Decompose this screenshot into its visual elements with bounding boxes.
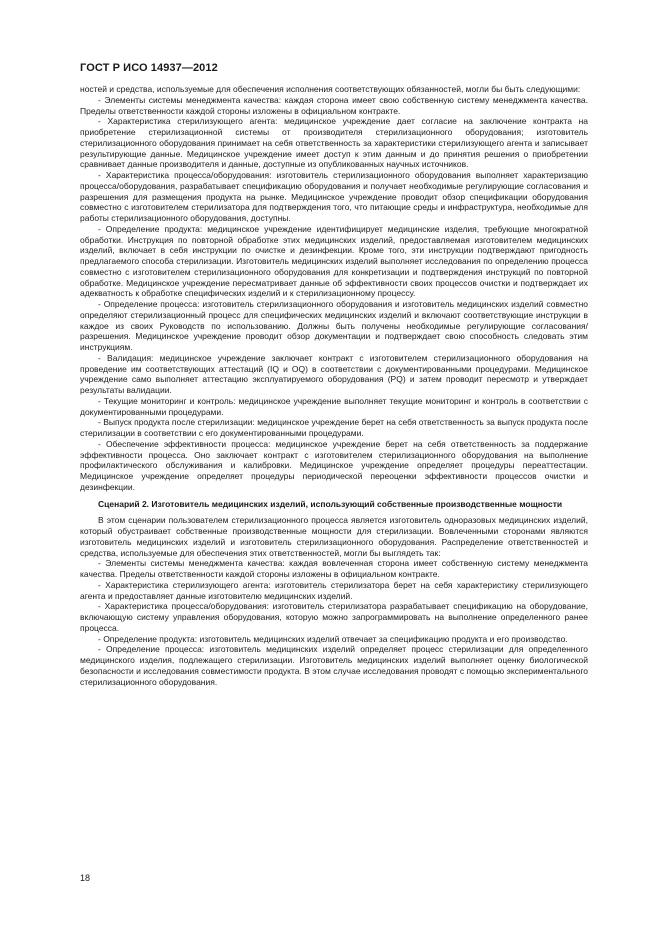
- paragraph-process-equipment-2: - Характеристика процесса/оборудования: изготовитель стерилизатора разрабатывает спецификацию на оборудование, включающую систему управления оборудования, которую можно запрограммировать на выполнение определенного ранее процесса.: [80, 601, 588, 633]
- paragraph-quality-system: - Элементы системы менеджмента качества: каждая сторона имеет свою собственную систему менеджмента качества. Пределы ответственности каждой стороны изложены в официальном контракте.: [80, 94, 588, 116]
- paragraph-sterilizing-agent-2: - Характеристика стерилизующего агента: изготовитель стерилизатора берет на себя характеристику стерилизующего агента и предоставляет данные изготовителю медицинских изделий.: [80, 579, 588, 601]
- paragraph-process-equipment: - Характеристика процесса/оборудования: изготовитель стерилизационного оборудования выполняет характеризацию процесса/оборудования, разрабатывает спецификацию оборудования и получает необходимые регулирующие согласования и разрешения для размещения продукта на рынке. Медицинское учреждение проводит обзор спецификации оборудования совместно с изготовителем стерилизатора для подтверждения того, что питающие среды и инфраструктура, необходимые для работы стерилизационного оборудования, доступны.: [80, 170, 588, 223]
- page-number: 18: [80, 873, 91, 883]
- page-header-title: ГОСТ Р ИСО 14937—2012: [80, 62, 218, 74]
- paragraph-product-definition: - Определение продукта: медицинское учреждение идентифицирует медицинские изделия, требующие многократной обработки. Инструкция по повторной обработке этих медицинских изделий, предоставляемая изготовителем медицинских изделий, включает в себя инструкции по очистке и дезинфекции. Кроме того, эти инструкции подтверждают пригодность предлагаемого способа стерилизации. Изготовитель медицинских изделий выполняет исследования по определению процесса совместно с изготовителем стерилизационного оборудования для конкретизации и подтверждения инструкций по повторной обработке. Медицинское учреждение пересматривает данные об эффективности своих процессов очистки и подтверждает их адекватность к обработке специфических изделий и к стерилизационному процессу.: [80, 223, 588, 299]
- paragraph-product-release: - Выпуск продукта после стерилизации: медицинское учреждение берет на себя ответственность за выпуск продукта после стерилизации в соответствии с его документированными процедурами.: [80, 417, 588, 438]
- paragraph-quality-system-2: - Элементы системы менеджмента качества: каждая вовлеченная сторона имеет собственную систему менеджмента качества. Пределы ответственности каждой стороны изложены в официальном контракте.: [80, 558, 588, 579]
- paragraph-monitoring-control: - Текущие мониторинг и контроль: медицинское учреждение выполняет текущие мониторинг и контроль в соответствии с документированными процедурами.: [80, 395, 588, 417]
- paragraph-scenario-intro: В этом сценарии пользователем стерилизационного процесса является изготовитель одноразовых медицинских изделий, который обустраивает собственные производственные мощности для стерилизации. Вовлеченными сторонами являются изготовитель медицинских изделий и изготовитель стерилизационного оборудования. Распределение ответственностей и средства, используемые для обеспечения этих ответственностей, могли бы выглядеть так:: [80, 515, 588, 558]
- paragraph-process-effectiveness: - Обеспечение эффективности процесса: медицинское учреждение берет на себя ответственность за поддержание эффективности процесса. Оно заключает контракт с изготовителем стерилизационного оборудования на выполнение профилактического обслуживания и калибровки. Медицинское учреждение определяет процедуры переаттестации. Медицинское учреждение определяет процедуры периодической переоценки эффективности процессов очистки и дезинфекции.: [80, 438, 588, 492]
- paragraph-process-definition: - Определение процесса: изготовитель стерилизационного оборудования и изготовитель медицинских изделий совместно определяют стерилизационный процесс для специфических медицинских изделий и включают соответствующие инструкции в каждое из своих Руководств по использованию. Должны быть получены необходимые регулирующие согласования/разрешения. Медицинское учреждение проводит обзор документации и подтверждает свою способность следовать этим инструкциям.: [80, 299, 588, 352]
- document-body: [80, 84, 588, 687]
- paragraph-sterilizing-agent: - Характеристика стерилизующего агента: медицинское учреждение дает согласие на заключение контракта на приобретение стерилизационной системы от производителя стерилизационного оборудования; изготовитель стерилизационного оборудования принимает на себя ответственность за характеристики стерилизующего агента и записывает результирующие данные. Медицинское учреждение имеет доступ к этим данным и до принятия решения о приобретении сравнивает данные производителя и данные, доступные из опубликованных научных источников.: [80, 116, 588, 170]
- paragraph-product-definition-2: - Определение продукта: изготовитель медицинских изделий отвечает за спецификацию продукта и его производство.: [98, 633, 568, 644]
- paragraph-validation: - Валидация: медицинское учреждение заключает контракт с изготовителем стерилизационного оборудования на проведение им соответствующих аттестаций (IQ и OQ) в соответствии с документированными процедурами. Медицинское учреждение само выполняет аттестацию эксплуатируемого оборудования (PQ) и затем проводит пересмотр и утверждает результаты валидации.: [80, 352, 588, 395]
- paragraph-continuation: ностей и средства, используемые для обеспечения исполнения соответствующих обязанностей, могли бы быть следующими:: [80, 84, 581, 94]
- scenario-2-heading: Сценарий 2. Изготовитель медицинских изделий, использующий собственные производственные мощности: [98, 498, 563, 509]
- paragraph-process-definition-2: - Определение процесса: изготовитель медицинских изделий определяет процесс стерилизации для определенного медицинского изделия, подлежащего стерилизации. Изготовитель медицинских изделий выполняет оценку биологической безопасности и исследования совместимости продукта. В этом случае исследования проводят с помощью экспериментального стерилизационного оборудования.: [80, 644, 588, 687]
